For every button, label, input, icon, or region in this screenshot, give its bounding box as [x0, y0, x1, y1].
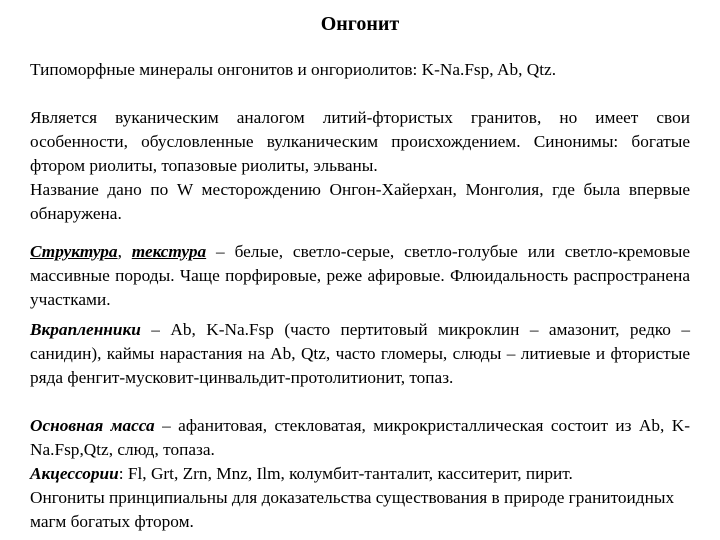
phenocrysts-text: – Ab, K-Na.Fsp (часто пертитовый микроклин – амазонит, редко – санидин), каймы нарастания на Ab, Qtz, часто гломеры, слюды – литиевые и фтористые ряда фенгит-мусковит-цинвальдит-протолитионит, топаз.	[30, 320, 690, 387]
groundmass-text: – афанитовая, стекловатая, микрокристаллическая состоит из Ab, K-Na.Fsp,Qtz, слюд, топаза.	[30, 416, 691, 459]
groundmass-paragraph	[30, 414, 690, 462]
analog-paragraph: Является вуканическим аналогом литий-фтористых гранитов, но имеет свои особенности, обусловленные вулканическим происхождением. Синонимы: богатые фтором риолиты, топазовые риолиты, эльваны.	[30, 108, 690, 175]
conclusion-paragraph: Онгониты принципиальны для доказательства существования в природе гранитоидных магм богатых фтором.	[30, 488, 675, 531]
structure-paragraph	[30, 240, 690, 312]
accessory-term: Акцессории	[30, 464, 119, 483]
minerals-paragraph: Типоморфные минералы онгонитов и онгориолитов: K-Na.Fsp, Ab, Qtz.	[30, 60, 557, 79]
texture-term: текстура	[131, 242, 207, 261]
phenocrysts-paragraph	[30, 318, 690, 390]
accessory-text: : Fl, Grt, Zrn, Mnz, Ilm, колумбит-танталит, касситерит, пирит.	[118, 464, 573, 483]
structure-term: Структура	[30, 242, 118, 261]
structure-separator: ,	[117, 242, 132, 261]
name-origin-paragraph: Название дано по W месторождению Онгон-Хайерхан, Монголия, где была впервые обнаружена.	[30, 180, 690, 223]
structure-text: – белые, светло-серые, светло-голубые или светло-кремовые массивные породы. Чаще порфировые, реже афировые. Флюидальность распространена участками.	[30, 242, 690, 309]
phenocrysts-term: Вкрапленники	[30, 320, 141, 339]
accessory-paragraph	[30, 462, 690, 486]
groundmass-term: Основная масса	[30, 416, 155, 435]
page-title: Онгонит	[320, 13, 400, 35]
